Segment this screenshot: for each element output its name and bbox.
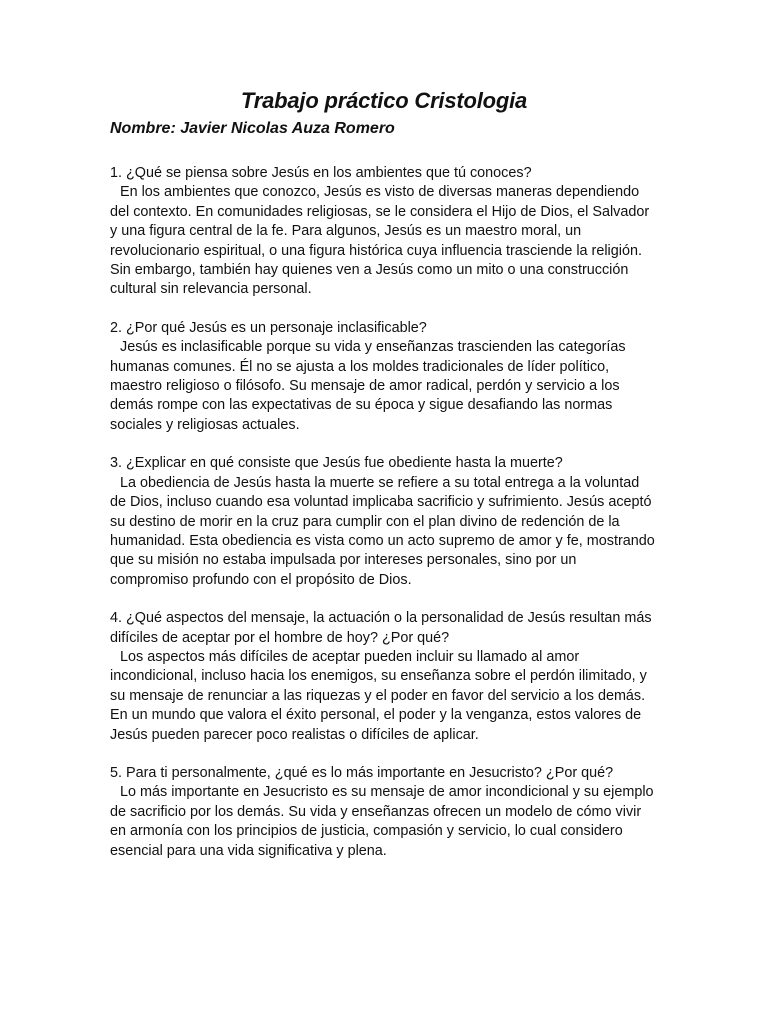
qa-item-2 bbox=[110, 319, 658, 435]
answer-3: La obediencia de Jesús hasta la muerte se refiere a su total entrega a la voluntad de Dios, incluso cuando esa voluntad implicaba sacrificio y sufrimiento. Jesús aceptó su destino de morir en la cruz para cumplir con el plan divino de redención de la humanidad. Esta obediencia es vista como un acto supremo de amor y fe, mostrando que su misión no estaba impulsada por intereses personales, sino por un compromiso profundo con el propósito de Dios. bbox=[110, 474, 655, 588]
answer-5: Lo más importante en Jesucristo es su mensaje de amor incondicional y su ejemplo de sacrificio por los demás. Su vida y enseñanzas ofrecen un modelo de cómo vivir en armonía con los principios de justicia, compasión y servicio, lo cual considero esencial para una vida significativa y plena. bbox=[110, 784, 654, 859]
qa-item-4 bbox=[110, 609, 658, 745]
qa-item-3 bbox=[110, 454, 658, 590]
answer-4: Los aspectos más difíciles de aceptar pueden incluir su llamado al amor incondicional, incluso hacia los enemigos, su enseñanza sobre el perdón ilimitado, y su mensaje de renunciar a las riquezas y el poder en favor del servicio a los demás. En un mundo que valora el éxito personal, el poder y la venganza, estos valores de Jesús pueden parecer poco realistas o difíciles de aplicar. bbox=[110, 648, 647, 743]
document-title: Trabajo práctico Cristologia bbox=[240, 88, 528, 113]
qa-item-5 bbox=[110, 764, 658, 861]
qa-item-1 bbox=[110, 164, 658, 300]
document-page bbox=[110, 86, 658, 880]
question-2: 2. ¿Por qué Jesús es un personaje inclasificable? bbox=[110, 319, 427, 336]
question-5: 5. Para ti personalmente, ¿qué es lo más importante en Jesucristo? ¿Por qué? bbox=[110, 764, 614, 781]
answer-1: En los ambientes que conozco, Jesús es visto de diversas maneras dependiendo del contexto. En comunidades religiosas, se le considera el Hijo de Dios, el Salvador y una figura central de la fe. Para algunos, Jesús es un maestro moral, un revolucionario espiritual, o una figura histórica cuya influencia trasciende la religión. Sin embargo, también hay quienes ven a Jesús como un mito o una construcción cultural sin relevancia personal. bbox=[110, 184, 650, 298]
question-list bbox=[110, 164, 658, 861]
question-1: 1. ¿Qué se piensa sobre Jesús en los ambientes que tú conoces? bbox=[110, 165, 532, 181]
question-3: 3. ¿Explicar en qué consiste que Jesús fue obediente hasta la muerte? bbox=[110, 455, 563, 472]
author-name: Nombre: Javier Nicolas Auza Romero bbox=[110, 120, 395, 137]
question-4: 4. ¿Qué aspectos del mensaje, la actuación o la personalidad de Jesús resultan más difíciles de aceptar por el hombre de hoy? ¿Por qué? bbox=[110, 610, 652, 646]
answer-2: Jesús es inclasificable porque su vida y enseñanzas trascienden las categorías humanas comunes. Él no se ajusta a los moldes tradicionales de líder político, maestro religioso o filósofo. Su mensaje de amor radical, perdón y servicio a los demás rompe con las expectativas de su época y sigue desafiando las normas sociales y religiosas actuales. bbox=[110, 339, 626, 433]
